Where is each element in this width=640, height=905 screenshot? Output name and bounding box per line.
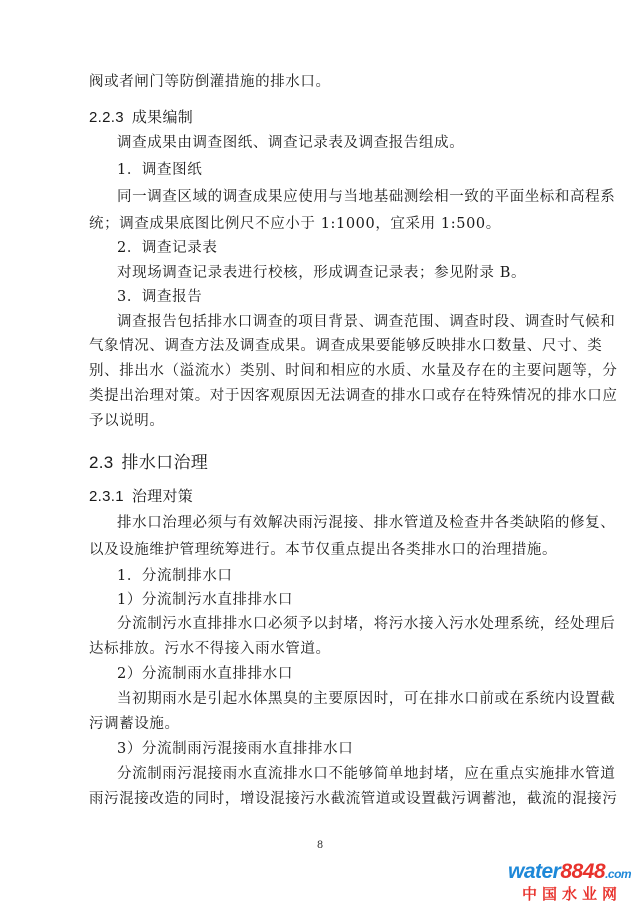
paragraph-line: 分流制污水直排排水口必须予以封堵，将污水接入污水处理系统，经处理后 xyxy=(117,616,616,632)
paragraph-line: 同一调查区域的调查成果应使用与当地基础测绘相一致的平面坐标和高程系 xyxy=(117,189,616,205)
heading-number: 2.3.1 xyxy=(89,488,124,505)
paragraph-line: 对现场调查记录表进行校核，形成调查记录表；参见附录 B。 xyxy=(117,265,527,281)
list-item-heading: 2．调查记录表 xyxy=(117,240,218,256)
section-heading-2-3 xyxy=(89,453,208,473)
heading-title: 治理对策 xyxy=(131,488,194,505)
section-heading-2-3-1 xyxy=(89,487,193,507)
paragraph-line: 污调蓄设施。 xyxy=(89,716,180,732)
paragraph-line: 雨污混接改造的同时，增设混接污水截流管道或设置截污调蓄池，截流的混接污 xyxy=(89,791,618,807)
heading-number: 2.3 xyxy=(89,453,114,472)
page-number: 8 xyxy=(316,840,324,851)
paragraph-line: 调查报告包括排水口调查的项目背景、调查范围、调查时段、调查时气候和 xyxy=(117,314,616,330)
paragraph-line: 别、排出水（溢流水）类别、时间和相应的水质、水量及存在的主要问题等，分 xyxy=(89,363,618,379)
list-item-heading: 2）分流制雨水直排排水口 xyxy=(117,666,293,682)
watermark-tld: .com xyxy=(605,867,632,881)
list-item-heading: 1．分流制排水口 xyxy=(117,568,233,584)
list-item-heading: 3．调查报告 xyxy=(117,289,203,305)
paragraph-line: 气象情况、调查方法及调查成果。调查成果要能够反映排水口数量、尺寸、类 xyxy=(89,338,603,354)
paragraph-line: 阀或者闸门等防倒灌措施的排水口。 xyxy=(89,74,331,90)
heading-title: 成果编制 xyxy=(131,109,194,126)
paragraph-line: 调查成果由调查图纸、调查记录表及调查报告组成。 xyxy=(117,135,465,151)
heading-number: 2.2.3 xyxy=(89,109,124,126)
watermark-chinese-name: 中国水业网 xyxy=(522,885,623,903)
paragraph-line: 当初期雨水是引起水体黑臭的主要原因时，可在排水口前或在系统内设置截 xyxy=(117,691,616,707)
heading-title: 排水口治理 xyxy=(121,453,209,472)
paragraph-line: 予以说明。 xyxy=(89,413,165,429)
list-item-heading: 1．调查图纸 xyxy=(117,162,203,178)
list-item-heading: 3）分流制雨污混接雨水直排排水口 xyxy=(117,741,354,757)
watermark-number: 8848 xyxy=(560,860,606,883)
watermark-brand: water xyxy=(508,860,561,883)
paragraph-line: 以及设施维护管理统筹进行。本节仅重点提出各类排水口的治理措施。 xyxy=(89,542,558,558)
paragraph-line: 分流制雨污混接雨水直流排水口不能够简单地封堵，应在重点实施排水管道 xyxy=(117,766,616,782)
paragraph-line: 达标排放。污水不得接入雨水管道。 xyxy=(89,641,331,657)
paragraph-line: 统；调查成果底图比例尺不应小于 1:1000，宜采用 1:500。 xyxy=(89,216,501,232)
paragraph-line: 类提出治理对策。对于因客观原因无法调查的排水口或存在特殊情况的排水口应 xyxy=(89,388,618,404)
paragraph-line: 排水口治理必须与有效解决雨污混接、排水管道及检查井各类缺陷的修复、 xyxy=(117,515,616,531)
list-item-heading: 1）分流制污水直排排水口 xyxy=(117,592,293,608)
watermark-logo xyxy=(508,860,631,884)
section-heading-2-2-3 xyxy=(89,108,193,128)
